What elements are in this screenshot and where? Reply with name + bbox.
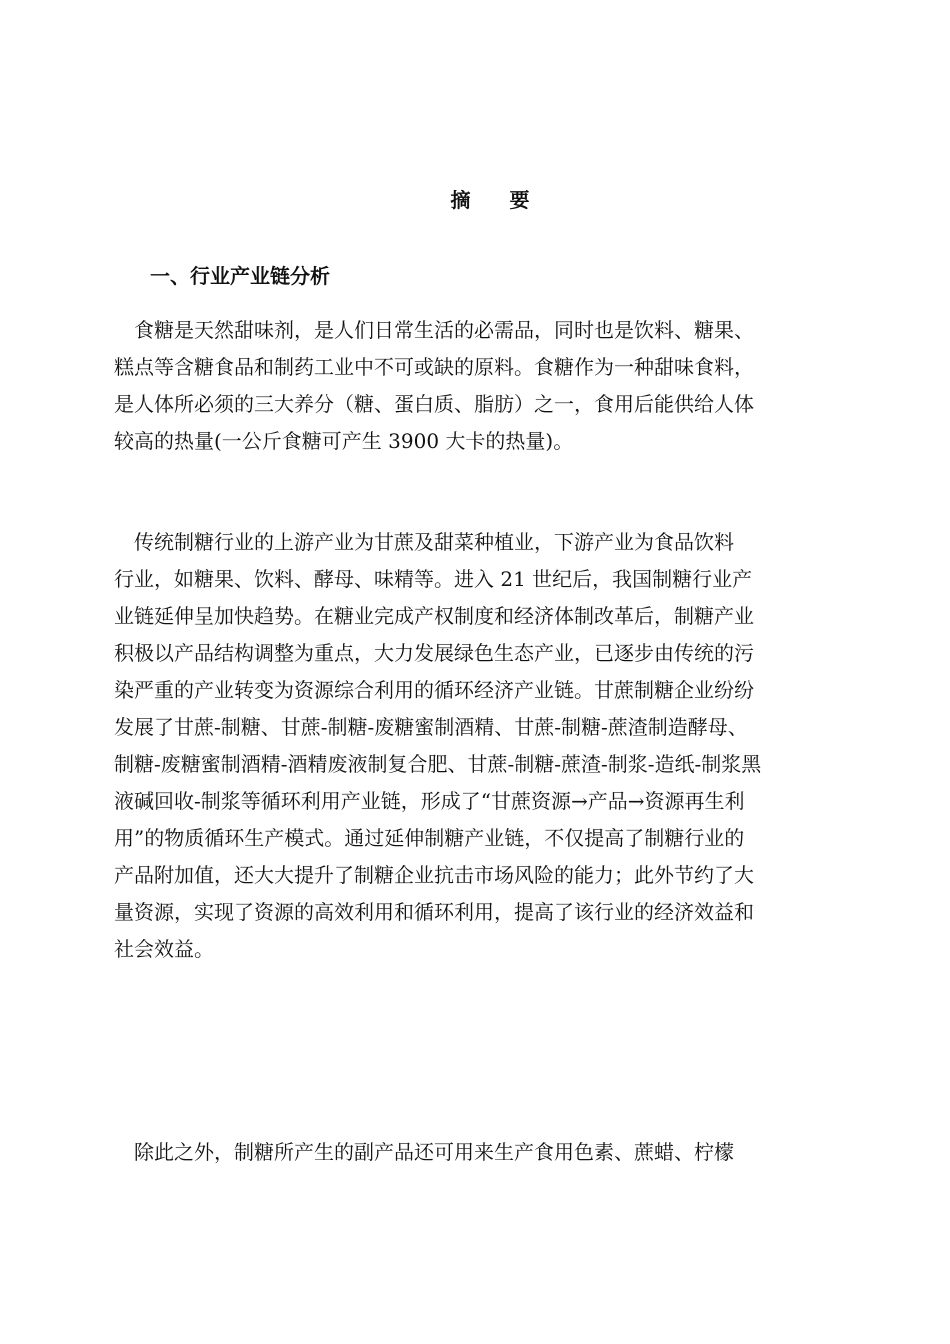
text-line: 发展了甘蔗-制糖、甘蔗-制糖-废糖蜜制酒精、甘蔗-制糖-蔗渣制造酵母、: [114, 715, 748, 739]
text-line: 行业，如糖果、饮料、酵母、味精等。进入 21 世纪后，我国制糖行业产: [114, 567, 753, 591]
paragraph-2: [114, 524, 844, 968]
text-line: 糕点等含糖食品和制药工业中不可或缺的原料。食糖作为一种甜味食料，: [114, 355, 754, 379]
text-line: 食糖是天然甜味剂，是人们日常生活的必需品，同时也是饮料、糖果、: [114, 318, 754, 342]
text-line: 制糖-废糖蜜制酒精-酒精废液制复合肥、甘蔗-制糖-蔗渣-制浆-造纸-制浆黑: [114, 752, 762, 776]
text-line: 染严重的产业转变为资源综合利用的循环经济产业链。甘蔗制糖企业纷纷: [114, 678, 754, 702]
text-line: 业链延伸呈加快趋势。在糖业完成产权制度和经济体制改革后，制糖产业: [114, 604, 754, 628]
section-heading: 一、行业产业链分析: [150, 264, 330, 288]
text-line: 液碱回收-制浆等循环利用产业链，形成了“甘蔗资源→产品→资源再生利: [114, 789, 745, 813]
page-title: 摘 要: [450, 188, 546, 212]
text-line: 量资源，实现了资源的高效利用和循环利用，提高了该行业的经济效益和: [114, 900, 754, 924]
paragraph-3: [114, 1134, 844, 1171]
text-line: 除此之外，制糖所产生的副产品还可用来生产食用色素、蔗蜡、柠檬: [114, 1140, 734, 1164]
text-line: 社会效益。: [114, 937, 214, 961]
text-line: 产品附加值，还大大提升了制糖企业抗击市场风险的能力；此外节约了大: [114, 863, 754, 887]
text-line: 积极以产品结构调整为重点，大力发展绿色生态产业，已逐步由传统的污: [114, 641, 754, 665]
text-line: 是人体所必须的三大养分（糖、蛋白质、脂肪）之一，食用后能供给人体: [114, 392, 754, 416]
paragraph-1: [114, 312, 844, 460]
text-line: 较高的热量(一公斤食糖可产生 3900 大卡的热量)。: [114, 429, 574, 453]
text-line: 传统制糖行业的上游产业为甘蔗及甜菜种植业，下游产业为食品饮料: [114, 530, 734, 554]
text-line: 用”的物质循环生产模式。通过延伸制糖产业链，不仅提高了制糖行业的: [114, 826, 745, 850]
